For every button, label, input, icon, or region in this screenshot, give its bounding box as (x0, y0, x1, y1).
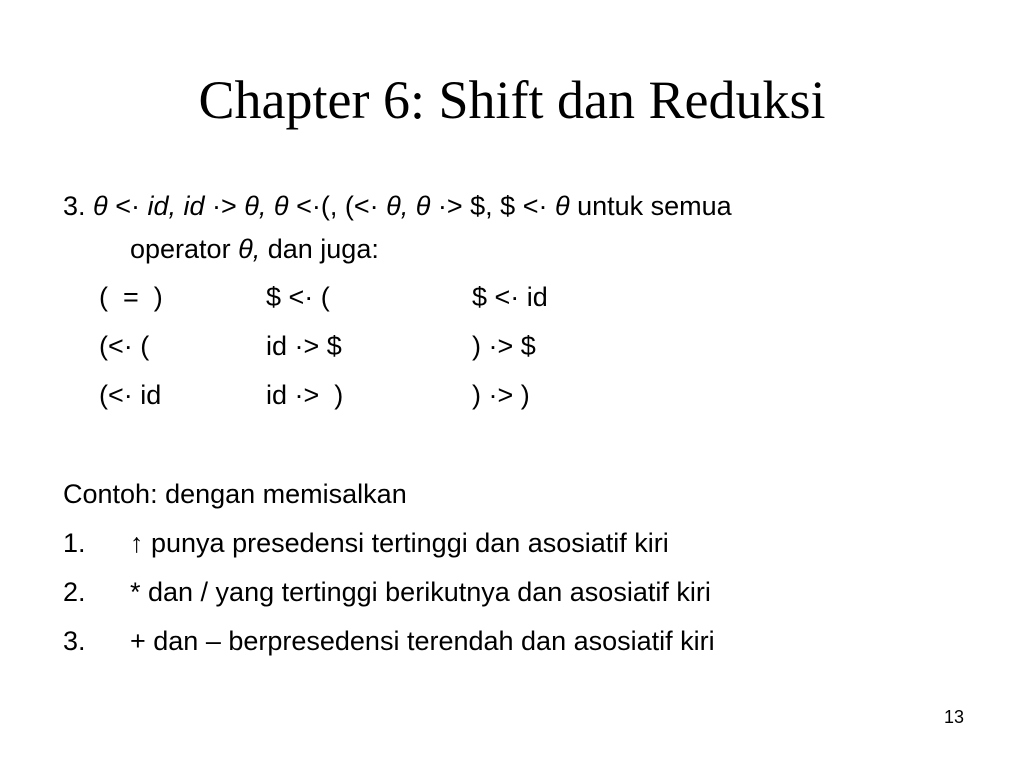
example-heading: Contoh: dengan memisalkan (63, 479, 407, 509)
text-segment: dan juga: (260, 234, 379, 264)
rule-3-line-1 (63, 188, 732, 224)
text-segment: θ (554, 191, 570, 221)
text-segment: operator (130, 234, 239, 264)
list-item-text: * dan / yang tertinggi berikutnya dan asosiatif kiri (130, 577, 711, 607)
rule-3-number: 3. (63, 191, 86, 221)
list-item-text: + dan – berpresedensi terendah dan asosiatif kiri (130, 626, 715, 656)
relation-cell: id ·> ) (266, 380, 344, 410)
text-segment: <·(, (<· (288, 191, 387, 221)
list-item-text: ↑ punya presedensi tertinggi dan asosiatif kiri (130, 528, 669, 558)
text-segment: id, id (147, 191, 205, 221)
rule-3-line-1-segments (86, 191, 732, 221)
list-item-number: 1. (63, 528, 86, 558)
text-segment: θ, θ (244, 191, 289, 221)
relation-cell: ) ·> ) (472, 380, 530, 410)
page-number: 13 (943, 707, 964, 727)
relation-cell: (<· ( (99, 331, 150, 361)
list-item-number: 3. (63, 626, 86, 656)
text-segment (86, 191, 94, 221)
text-segment: untuk semua (569, 191, 732, 221)
relation-cell: $ <· ( (266, 282, 330, 312)
list-item (0, 574, 1024, 610)
relations-row (0, 328, 1024, 364)
rule-3-line-2 (130, 231, 379, 267)
text-segment: θ, (238, 234, 261, 264)
relations-row (0, 377, 1024, 413)
relation-cell: $ <· id (472, 282, 548, 312)
relation-cell: ) ·> $ (472, 331, 536, 361)
text-segment: ·> $, $ <· (430, 191, 555, 221)
list-item (0, 525, 1024, 561)
text-segment: ·> (204, 191, 245, 221)
list-item (0, 623, 1024, 659)
relation-cell: id ·> $ (266, 331, 342, 361)
text-segment: θ, θ (386, 191, 431, 221)
relation-cell: (<· id (99, 380, 162, 410)
relation-cell: ( = ) (99, 282, 163, 312)
relations-row (0, 279, 1024, 315)
text-segment: θ (93, 191, 108, 221)
text-segment: <· (107, 191, 148, 221)
list-item-number: 2. (63, 577, 86, 607)
slide-title: Chapter 6: Shift dan Reduksi (198, 70, 826, 130)
